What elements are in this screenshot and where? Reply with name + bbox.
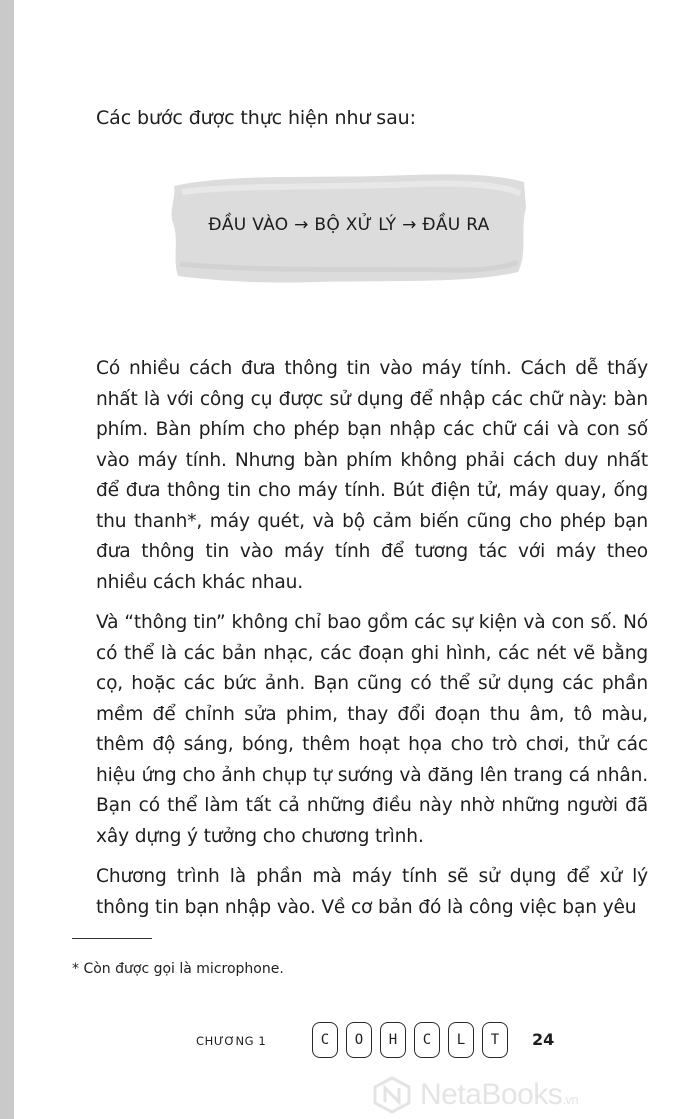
code-box: O xyxy=(346,1022,372,1058)
code-box: C xyxy=(312,1022,338,1058)
watermark-suffix: .vn xyxy=(562,1092,579,1107)
body-text xyxy=(96,354,648,933)
watermark-text: NetaBooks xyxy=(420,1078,563,1111)
paragraph-2: Và “thông tin” không chỉ bao gồm các sự kiện và con số. Nó có thể là các bản nhạc, các đoạn ghi hình, các nét vẽ bằng cọ, hoặc các bức ảnh. Bạn cũng có thể sử dụng các phần mềm để chỉnh sửa phim, thay đổi đoạn thu âm, tô màu, thêm độ sáng, bóng, thêm hoạt họa cho trò chơi, thử các hiệu ứng cho ảnh chụp tự sướng và đăng lên trang cá nhân. Bạn có thể làm tất cả những điều này nhờ những người đã xây dựng ý tưởng cho chương trình. xyxy=(96,612,648,847)
flow-banner xyxy=(168,168,530,288)
footnote-rule xyxy=(72,938,152,939)
flow-text: ĐẦU VÀO → BỘ XỬ LÝ → ĐẦU RA xyxy=(208,215,490,235)
page-number: 24 xyxy=(532,1030,555,1049)
page-footer xyxy=(0,1018,700,1064)
code-box: T xyxy=(482,1022,508,1058)
paragraph-3: Chương trình là phần mà máy tính sẽ sử dụng để xử lý thông tin bạn nhập vào. Về cơ bản đó là công việc bạn yêu xyxy=(96,866,648,918)
chapter-label: CHƯƠNG 1 xyxy=(196,1034,267,1048)
page-spine-strip xyxy=(0,0,14,1119)
code-box: H xyxy=(380,1022,406,1058)
paragraph-1: Có nhiều cách đưa thông tin vào máy tính. Cách dễ thấy nhất là với công cụ được sử dụng để nhập các chữ này: bàn phím. Bàn phím cho phép bạn nhập các chữ cái và con số vào máy tính. Nhưng bàn phím không phải cách duy nhất để đưa thông tin cho máy tính. Bút điện tử, máy quay, ống thu thanh*, máy quét, và bộ cảm biến cũng cho phép bạn đưa thông tin vào máy tính để tương tác với máy theo nhiều cách khác nhau. xyxy=(96,358,648,593)
code-box: C xyxy=(414,1022,440,1058)
code-box: L xyxy=(448,1022,474,1058)
netabooks-logo-icon xyxy=(372,1076,412,1114)
intro-line: Các bước được thực hiện như sau: xyxy=(96,107,416,129)
footnote: * Còn được gọi là microphone. xyxy=(72,961,284,977)
